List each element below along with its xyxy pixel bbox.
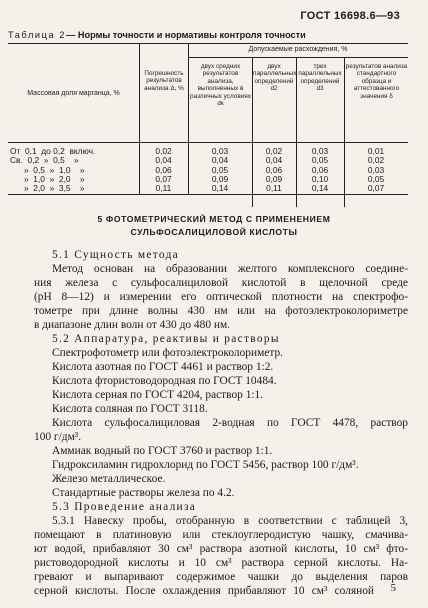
table-cell: 0,01 [367,146,385,156]
column-dk [188,147,252,193]
reagent-line: Железо металлическое. [52,473,166,485]
header-d3: трех параллельных определений d3 [298,63,342,93]
table-cell: 0,14 [311,183,329,194]
subsection-title-5-1: 5.1 Сущность метода [52,249,180,261]
body-line: помещают в платиновую или стеклоуглеродистую чашку, смачива- [34,529,408,541]
reagent-line: Гидроксиламин гидрохлорид по ГОСТ 5456, раствор 100 г/дм³. [52,459,359,471]
table-cell: 0,03 [367,164,385,175]
subsection-title-5-3: 5.3 Проведение анализа [52,501,197,513]
header-error: Погрешность результатов анализа Δ, % [144,70,184,92]
table-cell: 0,07 [155,173,172,184]
body-line: серной кислоты. После охлаждения прибавляют 10 см³ соляной [34,585,374,597]
reagent-line: Стандартные растворы железа по 4.2. [52,487,235,499]
body-line: в диапазоне длин волн от 430 до 480 нм. [34,319,231,331]
column-d3 [296,147,344,193]
section-heading-line1: 5 ФОТОМЕТРИЧЕСКИЙ МЕТОД С ПРИМЕНЕНИЕМ [97,214,331,224]
header-allowed-discrepancies: Допускаемые расхождения, % [248,46,348,53]
reagent-line: Кислота фтористоводородная по ГОСТ 10484. [52,375,277,387]
body-line: ния железа с сульфосалициловой кислотой в щелочной среде [34,277,408,289]
table-cell: 0,09 [265,173,283,184]
body-line: тометре при длине волны 430 нм или на фотоэлектроколориметре [34,305,408,317]
table-row: » 0,5 » 1,0 » [24,164,85,175]
body-line: (рН 8—12) и измерении его оптической плотности на спектрофо- [34,291,408,303]
body-line: ристоводородной кислоты и 10 см³ раствора серной кислоты. На- [34,557,408,569]
reagent-line: 100 г/дм³. [34,431,82,443]
column-error [139,147,188,193]
table-title-prefix: Таблица 2 [8,30,67,40]
header-dk: двух средних результатов анализа, выполненных в различных условиях dк [190,63,251,108]
table-cell: 0,02 [265,146,283,156]
reagent-line: Кислота серная по ГОСТ 4204, раствор 1:1. [52,389,264,401]
table-row: От 0,1 до 0,2 включ. [10,146,96,156]
reagent-line: Спектрофотометр или фотоэлектроколориметр. [52,347,284,359]
table-cell: 0,11 [266,183,282,194]
table-title [8,30,306,40]
table-cell: 0,04 [265,155,283,166]
table-cell: 0,02 [155,146,172,156]
accuracy-table [8,43,408,195]
body-line: Метод основан на образовании желтого комплексного соедине- [52,263,408,275]
table-cell: 0,11 [155,183,172,194]
body-line: ют водой, прибавляют 30 см³ раствора азотной кислоты, 10 см³ фто- [34,543,408,555]
subsection-title-5-2: 5.2 Аппаратура, реактивы и растворы [52,333,280,345]
body-line: гревают и выпаривают содержимое чашки до выделения паров [34,571,408,583]
table-cell: 0,10 [311,173,329,184]
table-row: » 2,0 » 3,5 » [24,183,85,194]
header-delta-standard: результатов анализа стандартного образца и аттестованного значения δ [345,63,408,100]
table-cell: 0,05 [211,164,229,175]
table-cell: 0,06 [311,164,329,175]
reagent-line: Кислота соляная по ГОСТ 3118. [52,403,208,415]
table-cell: 0,04 [211,155,229,166]
reagent-line: Кислота азотная по ГОСТ 4461 и раствор 1:2. [52,361,274,373]
table-cell: 0,04 [155,155,172,166]
reagent-line: Кислота сульфосалициловая 2-водная по ГОСТ 4478, раствор [52,417,408,429]
table-cell: 0,14 [211,183,229,194]
table-cell: 0,06 [265,164,283,175]
body-line: 5.3.1 Навеску пробы, отобранную в соответствии с таблицей 3, [52,515,408,527]
page-number: 5 [390,582,396,594]
column-d2 [252,147,296,193]
column-delta-standard [344,147,408,193]
table-cell: 0,05 [311,155,329,166]
table-row: Св. 0,2 » 0,5 » [10,155,79,166]
table-cell: 0,03 [311,146,329,156]
reagent-line: Аммиак водный по ГОСТ 3760 и раствор 1:1. [52,445,273,457]
table-cell: 0,05 [367,173,385,184]
table-cell: 0,02 [367,155,385,166]
standard-header: ГОСТ 16698.6—93 [300,10,400,22]
table-cell: 0,06 [155,164,172,175]
column-range [10,147,138,193]
section-heading-line2: СУЛЬФОСАЛИЦИЛОВОЙ КИСЛОТЫ [130,227,298,237]
table-row: » 1,0 » 2,0 » [24,173,85,184]
table-cell: 0,07 [367,183,385,194]
table-cell: 0,03 [211,146,229,156]
table-title-text: — Нормы точности и нормативы контроля точности [66,30,306,40]
header-d2: двух параллельных определений d2 [253,63,297,93]
table-cell: 0,09 [211,173,229,184]
header-mass-fraction: Массовая доля марганца, % [27,90,120,97]
